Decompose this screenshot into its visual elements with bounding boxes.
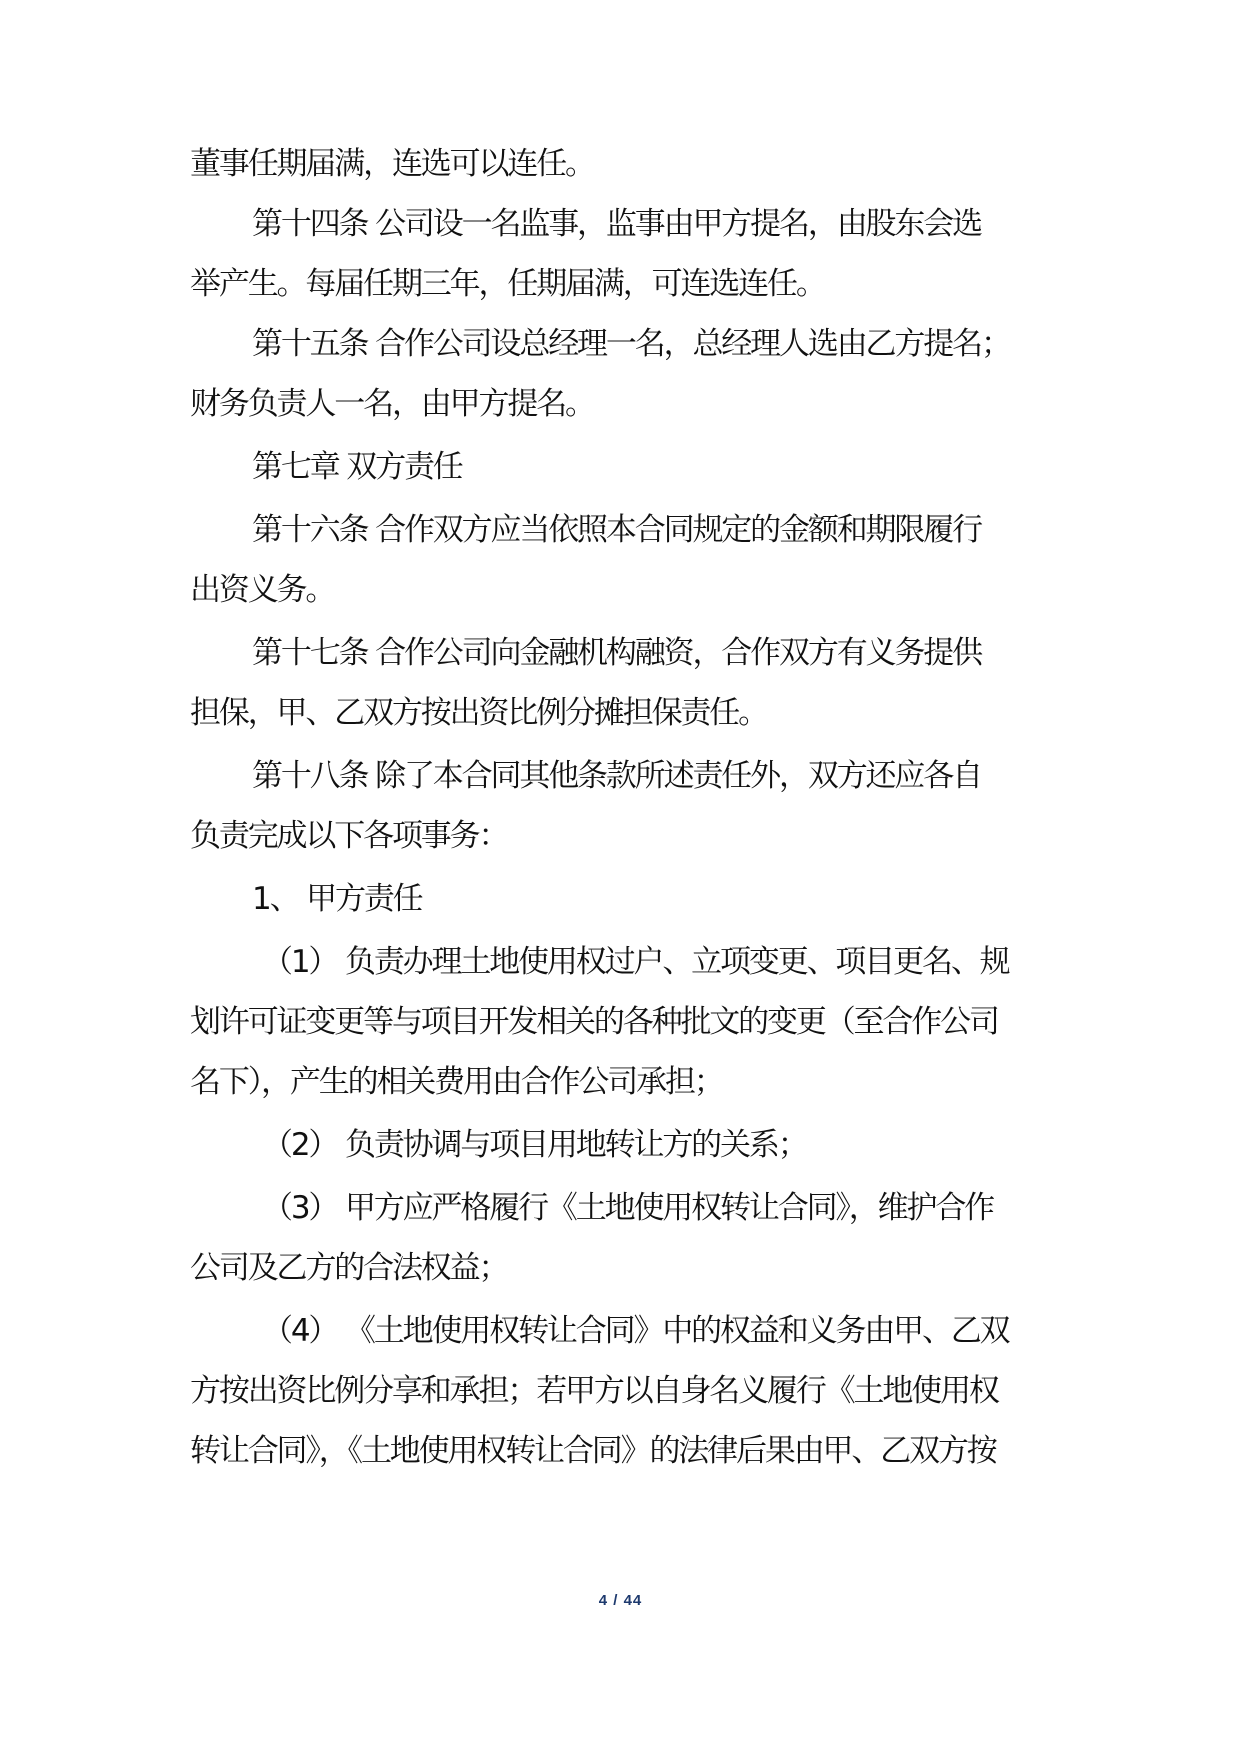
chapter-heading: 第七章 双方责任 bbox=[252, 449, 462, 485]
text-line: 董事任期届满，连选可以连任。 bbox=[190, 146, 594, 182]
text-line: 第十七条 合作公司向金融机构融资，合作双方有义务提供 bbox=[252, 635, 981, 671]
text-line: （3） 甲方应严格履行《土地使用权转让合同》，维护合作 bbox=[262, 1190, 994, 1226]
text-line: （1） 负责办理土地使用权过户、立项变更、项目更名、规 bbox=[262, 944, 1009, 980]
text-line: 财务负责人一名，由甲方提名。 bbox=[190, 386, 594, 422]
text-line: 出资义务。 bbox=[190, 572, 335, 608]
text-line: 第十八条 除了本合同其他条款所述责任外，双方还应各自 bbox=[252, 758, 981, 794]
text-line: 转让合同》，《土地使用权转让合同》的法律后果由甲、乙双方按 bbox=[190, 1433, 996, 1469]
text-line: 举产生。每届任期三年，任期届满，可连选连任。 bbox=[190, 266, 825, 302]
page-number: 4 / 44 bbox=[598, 1592, 643, 1609]
text-line: 第十四条 公司设一名监事，监事由甲方提名，由股东会选 bbox=[252, 206, 981, 242]
text-line: 第十六条 合作双方应当依照本合同规定的金额和期限履行 bbox=[252, 512, 981, 548]
text-line: （4） 《土地使用权转让合同》中的权益和义务由甲、乙双 bbox=[262, 1313, 1009, 1349]
text-line: 第十五条 合作公司设总经理一名，总经理人选由乙方提名； bbox=[252, 326, 1010, 362]
list-heading: 1、 甲方责任 bbox=[252, 881, 422, 917]
text-line: 划许可证变更等与项目开发相关的各种批文的变更（至合作公司 bbox=[190, 1004, 998, 1040]
text-line: 公司及乙方的合法权益； bbox=[190, 1250, 508, 1286]
text-line: 名下），产生的相关费用由合作公司承担； bbox=[190, 1064, 723, 1100]
text-line: 负责完成以下各项事务： bbox=[190, 818, 508, 854]
text-line: 担保，甲、乙双方按出资比例分摊担保责任。 bbox=[190, 695, 767, 731]
text-line: （2） 负责协调与项目用地转让方的关系； bbox=[262, 1127, 807, 1163]
text-line: 方按出资比例分享和承担；若甲方以自身名义履行《土地使用权 bbox=[190, 1373, 998, 1409]
